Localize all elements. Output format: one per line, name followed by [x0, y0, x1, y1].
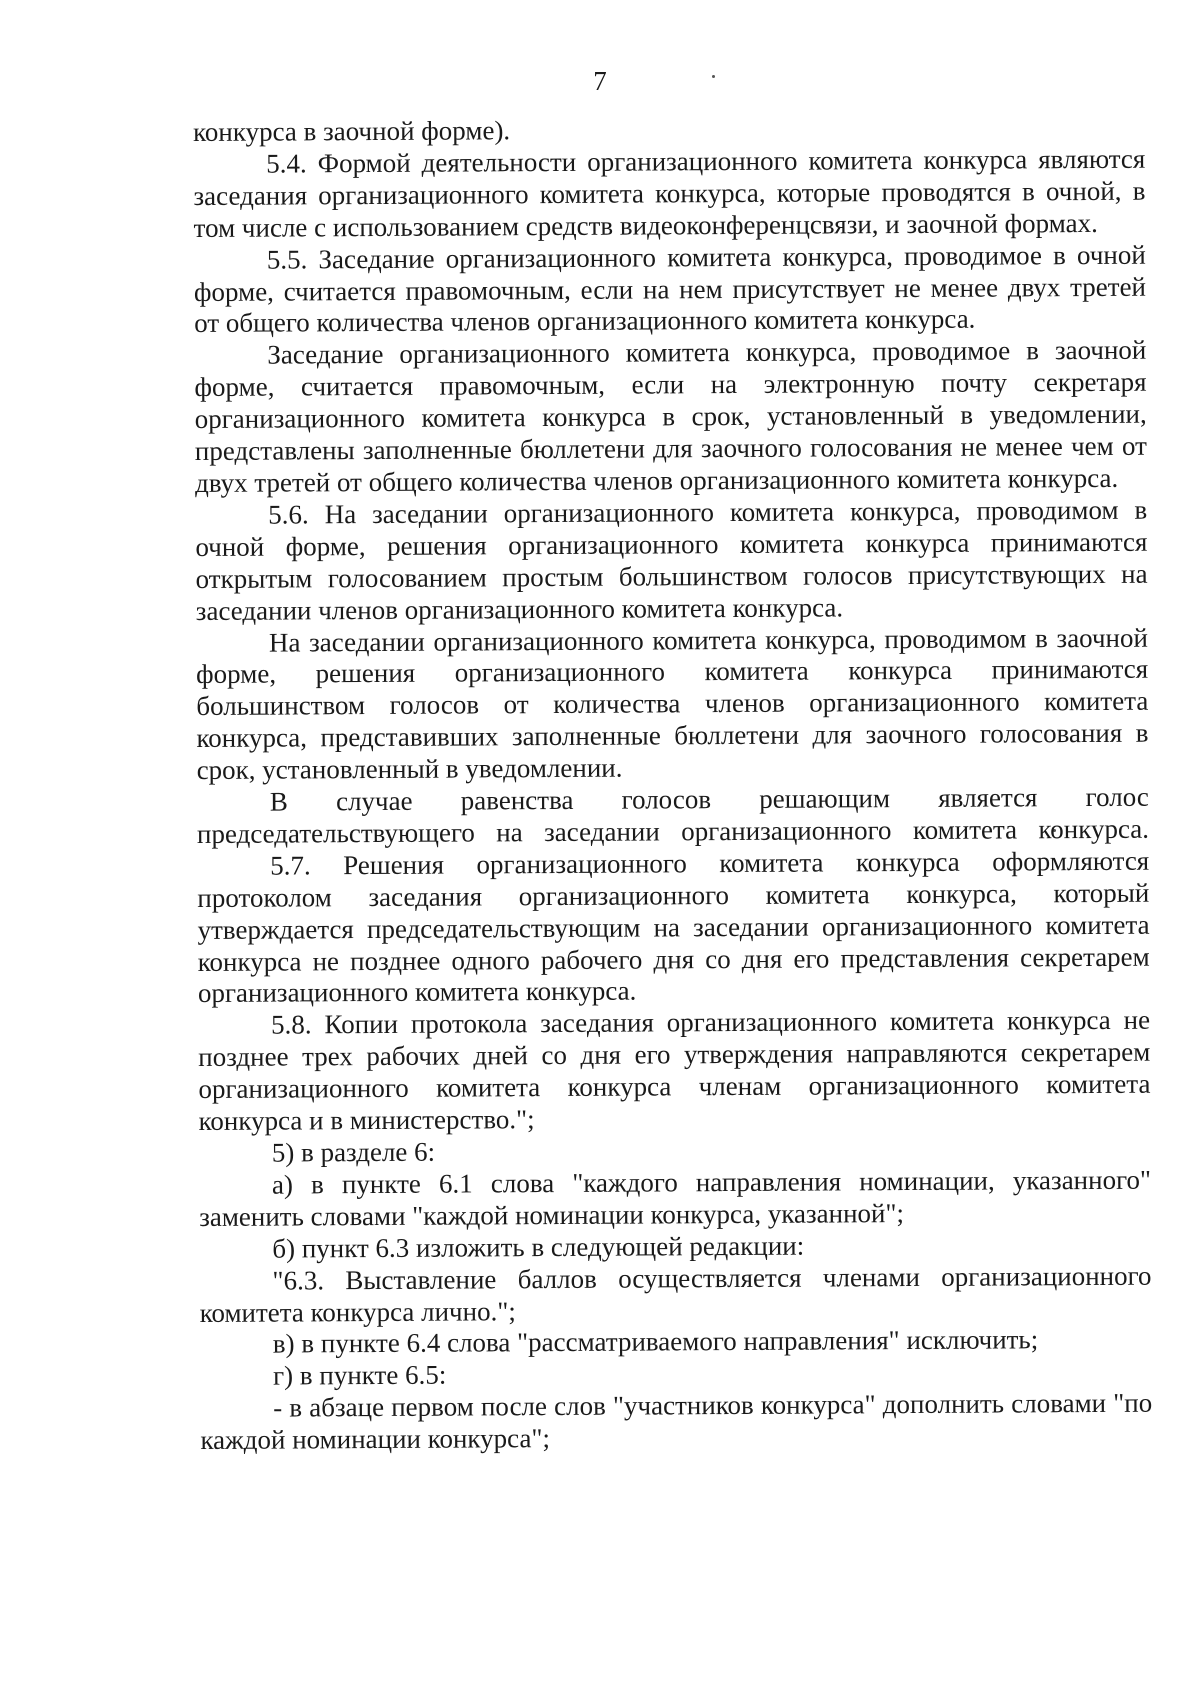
paragraph-5-5: 5.5. Заседание организационного комитета конкурса, проводимое в очной форме, считается правомочным, если на нем присутствует не менее двух третей от общего количества членов организационного комитета конкурса.: [193, 239, 1147, 339]
page-number: 7: [593, 66, 607, 96]
paragraph-item-5: 5) в разделе 6:: [271, 1136, 436, 1168]
paragraph-item-v: в) в пункте 6.4 слова "рассматриваемого направления" исключить;: [272, 1324, 1039, 1360]
paragraph-5-5-absentee: Заседание организационного комитета конкурса, проводимое в заочной форме, считается правомочным, если на электронную почту секретаря организационного комитета конкурса в срок, установленный в уведомлении, представлены заполненные бюллетени для заочного голосования не менее чем от двух третей от общего количества членов организационного комитета конкурса.: [194, 335, 1147, 498]
paragraph-continuation: конкурса в заочной форме).: [193, 115, 511, 147]
paragraph-5-6-absentee: На заседании организационного комитета конкурса, проводимом в заочной форме, решения организационного комитета конкурса принимаются большинством голосов от количества членов организационного комитета конкурса, представивших заполненные бюллетени для заочного голосования в срок, установленный в уведомлении.: [196, 622, 1149, 786]
paragraph-5-6: 5.6. На заседании организационного комитета конкурса, проводимом в очной форме, решения организационного комитета конкурса принимаются открытым голосованием простым большинством голосов присутствующих на заседании членов организационного комитета конкурса.: [195, 494, 1148, 626]
document-body: [193, 112, 1152, 1457]
paragraph-5-8: 5.8. Копии протокола заседания организационного комитета конкурса не позднее трех рабочих дней со дня его утверждения направляются секретарем организационного комитета конкурса членам организационного комитета конкурса и в министерство.";: [198, 1005, 1151, 1137]
paragraph-6-3: "6.3. Выставление баллов осуществляется членами организационного комитета конкурса лично.";: [199, 1260, 1152, 1328]
paragraph-5-4: 5.4. Формой деятельности организационного комитета конкурса являются заседания организационного комитета конкурса, которые проводятся в очной, в том числе с использованием средств видеоконференцсвязи, и заочной формах.: [193, 143, 1146, 243]
paragraph-item-b: б) пункт 6.3 изложить в следующей редакции:: [272, 1230, 805, 1264]
paragraph-5-6-tie: В случае равенства голосов решающим является голос председательствующего на заседании организационного комитета конкурса.: [196, 781, 1150, 849]
paragraph-item-a: а) в пункте 6.1 слова "каждого направления номинации, указанного" заменить словами "каждой номинации конкурса, указанной";: [199, 1164, 1152, 1232]
paragraph-item-dash: - в абзаце первом после слов "участников конкурса" дополнить словами "по каждой номинации конкурса";: [200, 1387, 1153, 1456]
paragraph-item-g: г) в пункте 6.5:: [272, 1359, 447, 1391]
paragraph-5-7: 5.7. Решения организационного комитета конкурса оформляются протоколом заседания организационного комитета конкурса, который утверждается председательствующим на заседании организационного комитета конкурса не позднее одного рабочего дня со дня его представления секретарем организационного комитета конкурса.: [197, 845, 1150, 1009]
scan-speck: [712, 75, 715, 78]
